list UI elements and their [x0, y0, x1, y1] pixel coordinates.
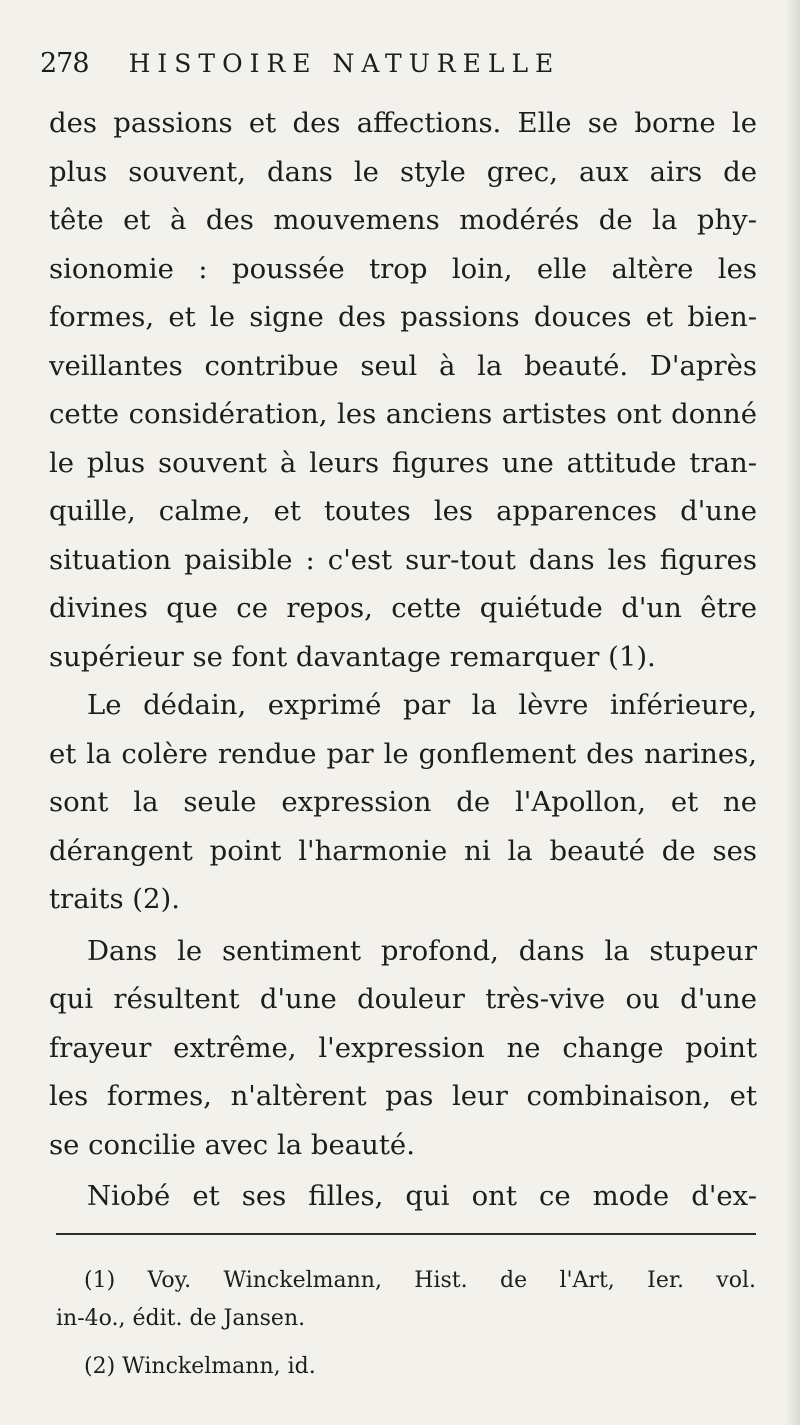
page-header — [40, 46, 740, 82]
text-line: le plus souvent à leurs figures une attitude tran- — [49, 446, 757, 479]
text-line: supérieur se font davantage remarquer (1). — [49, 640, 656, 673]
text-line: se concilie avec la beauté. — [49, 1128, 415, 1161]
text-line: frayeur extrême, l'expression ne change point — [49, 1031, 757, 1064]
text-line: plus souvent, dans le style grec, aux airs de — [49, 155, 757, 188]
footnote-2: (2) Winckelmann, id. — [84, 1354, 316, 1379]
running-title: HISTOIRE NATURELLE — [128, 49, 561, 78]
text-line: des passions et des affections. Elle se borne le — [49, 107, 757, 139]
text-line: les formes, n'altèrent pas leur combinaison, et — [49, 1080, 757, 1112]
page-edge-shadow — [786, 0, 800, 1425]
text-line: sionomie : poussée trop loin, elle altère les — [49, 252, 757, 285]
text-line: Le dédain, exprimé par la lèvre inférieure, — [87, 689, 757, 721]
text-line: cette considération, les anciens artistes ont donné — [49, 398, 757, 430]
text-line: situation paisible : c'est sur-tout dans les figures — [49, 543, 757, 576]
text-line: Dans le sentiment profond, dans la stupeur — [87, 934, 757, 967]
text-line: divines que ce repos, cette quiétude d'un être — [49, 592, 757, 624]
text-line: tête et à des mouvemens modérés de la phy- — [49, 204, 757, 236]
text-line: veillantes contribue seul à la beauté. D'après — [49, 349, 757, 382]
text-line: formes, et le signe des passions douces et bien- — [49, 301, 757, 333]
page-number: 278 — [40, 48, 89, 79]
text-line: quille, calme, et toutes les apparences d'une — [49, 495, 757, 527]
text-line: traits (2). — [49, 883, 180, 915]
text-line: Niobé et ses filles, qui ont ce mode d'ex- — [87, 1180, 757, 1212]
text-line: et la colère rendue par le gonflement des narines, — [49, 737, 757, 770]
body-text — [49, 99, 757, 1221]
footnotes — [56, 1262, 756, 1386]
footnote-divider — [56, 1233, 756, 1235]
text-line: dérangent point l'harmonie ni la beauté de ses — [49, 834, 757, 867]
footnote-1: (1) Voy. Winckelmann, Hist. de l'Art, Ier. vol. — [84, 1268, 756, 1293]
text-line: qui résultent d'une douleur très-vive ou d'une — [49, 983, 757, 1015]
footnote-1-continuation: in-4o., édit. de Jansen. — [56, 1306, 306, 1331]
text-line: sont la seule expression de l'Apollon, et ne — [49, 786, 757, 818]
